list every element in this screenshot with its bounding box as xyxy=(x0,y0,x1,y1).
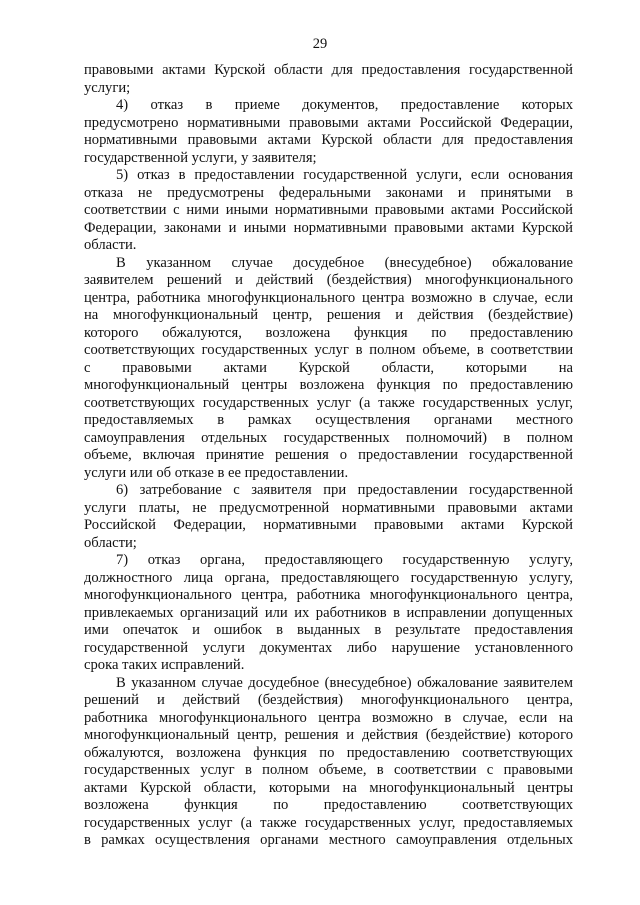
text-line: срока таких исправлений. xyxy=(84,657,245,673)
text-line: 6) затребование с заявителя при предоставлении государственной xyxy=(116,482,573,498)
text-line: заявителем решений и действий (бездействия) многофункционального xyxy=(84,272,573,288)
text-line: 7) отказ органа, предоставляющего государственную услугу, xyxy=(116,552,573,568)
body-text xyxy=(84,62,573,850)
text-line: В указанном случае досудебное (внесудебное) обжалование xyxy=(116,254,573,271)
text-line: области; xyxy=(84,534,137,551)
text-line: соответствии с ними иными нормативными правовыми актами Российской xyxy=(84,202,573,218)
text-line: соответствующих государственных услуг (а также государственных услуг, xyxy=(84,394,573,411)
text-line: услуги или об отказе в ее предоставлении. xyxy=(84,464,349,481)
text-line: предусмотрено нормативными правовыми актами Российской Федерации, xyxy=(84,114,573,131)
text-line: услуги; xyxy=(84,79,131,96)
text-line: Федерации, законами и иными нормативными правовыми актами Курской xyxy=(84,219,573,236)
text-line: отказа не предусмотрены федеральными законами и принятыми в xyxy=(84,184,573,201)
text-line: государственной услуги документах либо нарушение установленного xyxy=(84,639,573,656)
text-line: 4) отказ в приеме документов, предоставление которых xyxy=(116,97,573,113)
text-line: решений и действий (бездействия) многофункционального центра, xyxy=(84,692,573,708)
text-line: актами Курской области, которыми на многофункциональный центры xyxy=(84,779,573,796)
text-line: 5) отказ в предоставлении государственной услуги, если основания xyxy=(116,167,573,183)
text-line: многофункциональный центр, решения и действия (бездействие) которого xyxy=(84,727,573,743)
text-line: многофункциональный центры возложена функция по предоставлению xyxy=(84,377,573,393)
text-line: государственной услуги, у заявителя; xyxy=(84,149,317,166)
text-line: предоставляемых в рамках осуществления органами местного xyxy=(84,412,573,428)
text-line: многофункционального центра, работника многофункционального центра, xyxy=(84,587,573,603)
text-line: ими опечаток и ошибок в выданных в результате предоставления xyxy=(84,622,573,638)
text-line: работника многофункционального центра возможно в случае, если на xyxy=(84,709,573,726)
text-line: Российской Федерации, нормативными правовыми актами Курской xyxy=(84,517,573,533)
text-line: услуги платы, не предусмотренной нормативными правовыми актами xyxy=(84,499,573,516)
page-number: 29 xyxy=(312,36,328,52)
text-line: области. xyxy=(84,237,137,253)
text-line: государственных услуг в полном объеме, в соответствии с правовыми xyxy=(84,762,573,778)
text-line: обжалуются, возложена функция по предоставлению соответствующих xyxy=(84,744,573,761)
text-line: самоуправления отдельных государственных полномочий) в полном xyxy=(84,429,573,446)
text-line: должностного лица органа, предоставляющего государственную услугу, xyxy=(84,569,573,586)
text-line: государственных услуг (а также государственных услуг, предоставляемых xyxy=(84,814,573,831)
text-line: соответствующих государственных услуг в полном объеме, в соответствии xyxy=(84,342,573,358)
text-line: В указанном случае досудебное (внесудебное) обжалование заявителем xyxy=(116,674,573,691)
text-line: нормативными правовыми актами Курской области для предоставления xyxy=(84,132,573,148)
text-line: правовыми актами Курской области для предоставления государственной xyxy=(84,62,573,78)
text-line: центра, работника многофункционального центра возможно в случае, если xyxy=(84,289,573,306)
text-line: на многофункциональный центр, решения и действия (бездействие) xyxy=(84,307,573,323)
text-line: привлекаемых организаций или их работников в исправлении допущенных xyxy=(84,604,573,621)
text-line: которого обжалуются, возложена функция по предоставлению xyxy=(84,324,573,341)
text-line: с правовыми актами Курской области, которыми на xyxy=(84,359,573,376)
text-line: возложена функция по предоставлению соответствующих xyxy=(84,797,573,813)
text-line: в рамках осуществления органами местного самоуправления отдельных xyxy=(84,832,573,848)
text-line: объеме, включая принятие решения о предоставлении государственной xyxy=(84,447,573,463)
